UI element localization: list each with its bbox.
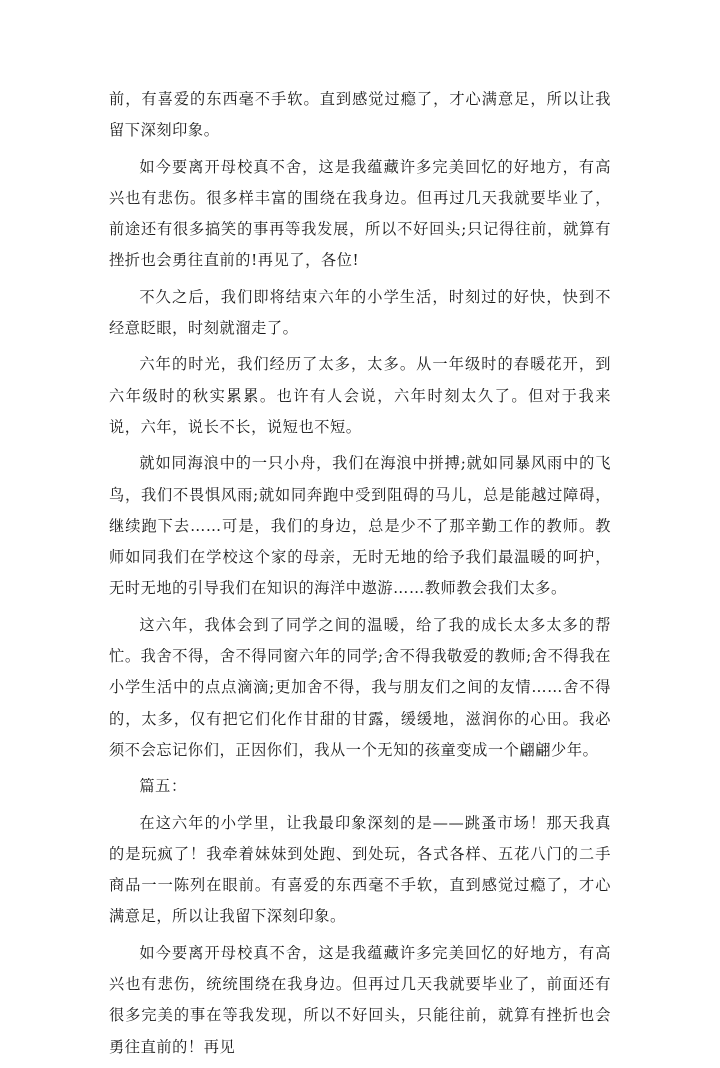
paragraph: 如今要离开母校真不舍，这是我蕴藏许多完美回忆的好地方，有高兴也有悲伤。很多样丰富的围绕在我身边。但再过几天我就要毕业了，前途还有很多搞笑的事再等我发展，所以不好回头;只记得往前，就算有挫折也会勇往直前的!再见了，各位! (109, 157, 611, 270)
document-body (109, 84, 611, 1068)
section-title: 篇五： (139, 777, 187, 796)
paragraph: 前，有喜爱的东西毫不手软。直到感觉过瘾了，才心满意足，所以让我留下深刻印象。 (109, 90, 611, 140)
paragraph: 在这六年的小学里，让我最印象深刻的是——跳蚤市场！那天我真的是玩疯了！我牵着妹妹到处跑、到处玩，各式各样、五花八门的二手商品一一陈列在眼前。有喜爱的东西毫不手软，直到感觉过瘾了，才心满意足，所以让我留下深刻印象。 (109, 813, 611, 926)
paragraph: 不久之后，我们即将结束六年的小学生活，时刻过的好快，快到不经意眨眼，时刻就溜走了。 (109, 287, 611, 338)
paragraph: 就如同海浪中的一只小舟，我们在海浪中拼搏;就如同暴风雨中的飞鸟，我们不畏惧风雨;就如同奔跑中受到阻碍的马儿，总是能越过障碍，继续跑下去……可是，我们的身边，总是少不了那辛勤工作的教师。教师如同我们在学校这个家的母亲，无时无地的给予我们最温暖的呵护，无时无地的引导我们在知识的海洋中遨游……教师教会我们太多。 (109, 454, 611, 598)
paragraph: 六年的时光，我们经历了太多，太多。从一年级时的春暖花开，到六年级时的秋实累累。也许有人会说，六年时刻太久了。但对于我来说，六年，说长不长，说短也不短。 (109, 355, 611, 436)
paragraph: 这六年，我体会到了同学之间的温暖，给了我的成长太多太多的帮忙。我舍不得，舍不得同窗六年的同学;舍不得我敬爱的教师;舍不得我在小学生活中的点点滴滴;更加舍不得，我与朋友们之间的友情……舍不得的，太多，仅有把它们化作甘甜的甘露，缓缓地，滋润你的心田。我必须不会忘记你们，正因你们，我从一个无知的孩童变成一个翩翩少年。 (109, 615, 611, 759)
paragraph: 如今要离开母校真不舍，这是我蕴藏许多完美回忆的好地方，有高兴也有悲伤，统统围绕在我身边。但再过几天我就要毕业了，前面还有很多完美的事在等我发现，所以不好回头，只能往前，就算有挫折也会勇往直前的！再见 (109, 943, 611, 1056)
